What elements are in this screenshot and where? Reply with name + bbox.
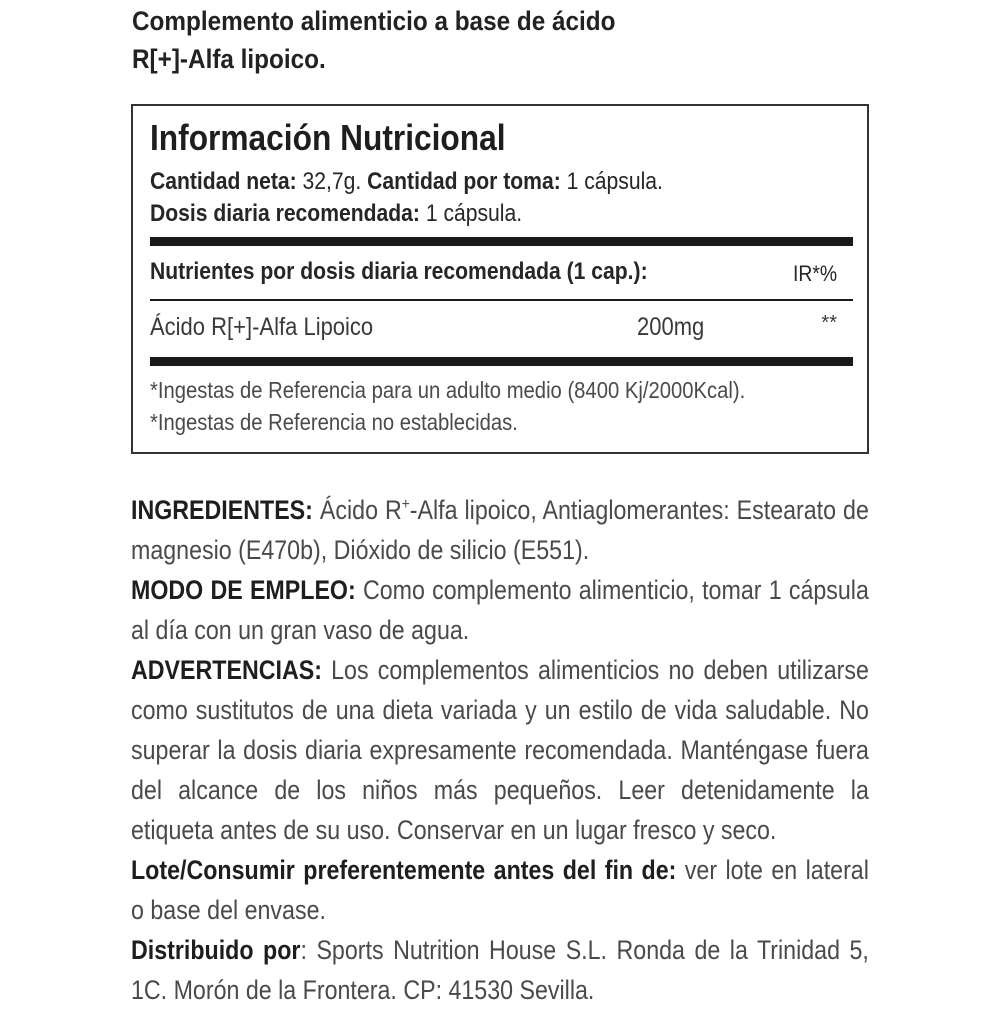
daily-dose-label: Dosis diaria recomendada: [150,200,420,227]
footnote-not-established: *Ingestas de Referencia no establecidas. [150,409,518,435]
distributor-text: : Sports Nutrition House S.L. Ronda de la Trinidad 5, 1C. Morón de la Frontera. CP: 41530 Sevilla. [131,935,869,1005]
nutrition-facts-box [131,104,869,454]
nutrients-column-header: Nutrientes por dosis diaria recomendada (1 cap.): [150,258,648,285]
per-serving-label: Cantidad por toma: [367,168,561,195]
product-description-line-2: R[+]-Alfa lipoico. [132,44,326,74]
net-quantity-value: 32,7g. [296,168,368,195]
label-body-text [131,490,869,1010]
lot-label: Lote/Consumir preferentemente antes del fin de: [131,855,677,885]
ingredients-superscript: + [401,496,410,513]
ir-column-header: IR*% [792,261,837,286]
thick-divider-top [150,237,853,246]
usage-text: Como complemento alimenticio, tomar 1 cápsula al día con un gran vaso de agua. [131,575,869,645]
net-quantity-line [150,166,663,198]
warnings-paragraph [131,650,869,850]
distributor-label: Distribuido por [131,935,301,965]
lot-paragraph [131,850,869,930]
nutrition-title: Información Nutricional [150,117,506,158]
warnings-text: Los complementos alimenticios no deben utilizarse como sustitutos de una dieta variada y un estilo de vida saludable. No superar la dosis diaria expresamente recomendada. Manténgase fuera del alcance de los niños más pequeños. Leer detenidamente la etiqueta antes de su uso. Conservar en un lugar fresco y seco. [131,655,869,845]
ingredients-text-a: Ácido R [312,495,402,525]
warnings-label: ADVERTENCIAS: [131,655,322,685]
net-quantity-label: Cantidad neta: [150,168,297,195]
ingredients-text-b: -Alfa lipoico, Antiaglomerantes: Estearato de magnesio (E470b), Dióxido de silicio (E551). [131,495,869,565]
ingredients-paragraph [131,490,869,570]
product-description-line-1: Complemento alimenticio a base de ácido [132,6,616,36]
usage-paragraph [131,570,869,650]
nutrient-name: Ácido R[+]-Alfa Lipoico [150,313,374,341]
nutrient-amount: 200mg [637,313,705,341]
ingredients-label: INGREDIENTES: [131,495,313,525]
usage-label: MODO DE EMPLEO: [131,575,356,605]
nutrient-ir: ** [821,312,837,334]
daily-dose-value: 1 cápsula. [419,200,523,227]
lot-text: ver lote en lateral o base del envase. [131,855,869,925]
daily-dose-line [150,198,522,230]
thick-divider-bottom [150,357,853,366]
distributor-paragraph [131,930,869,1010]
thin-divider [150,299,853,301]
footnote-reference-intake: *Ingestas de Referencia para un adulto medio (8400 Kj/2000Kcal). [150,377,746,403]
per-serving-value: 1 cápsula. [560,168,663,195]
product-description [132,2,816,78]
